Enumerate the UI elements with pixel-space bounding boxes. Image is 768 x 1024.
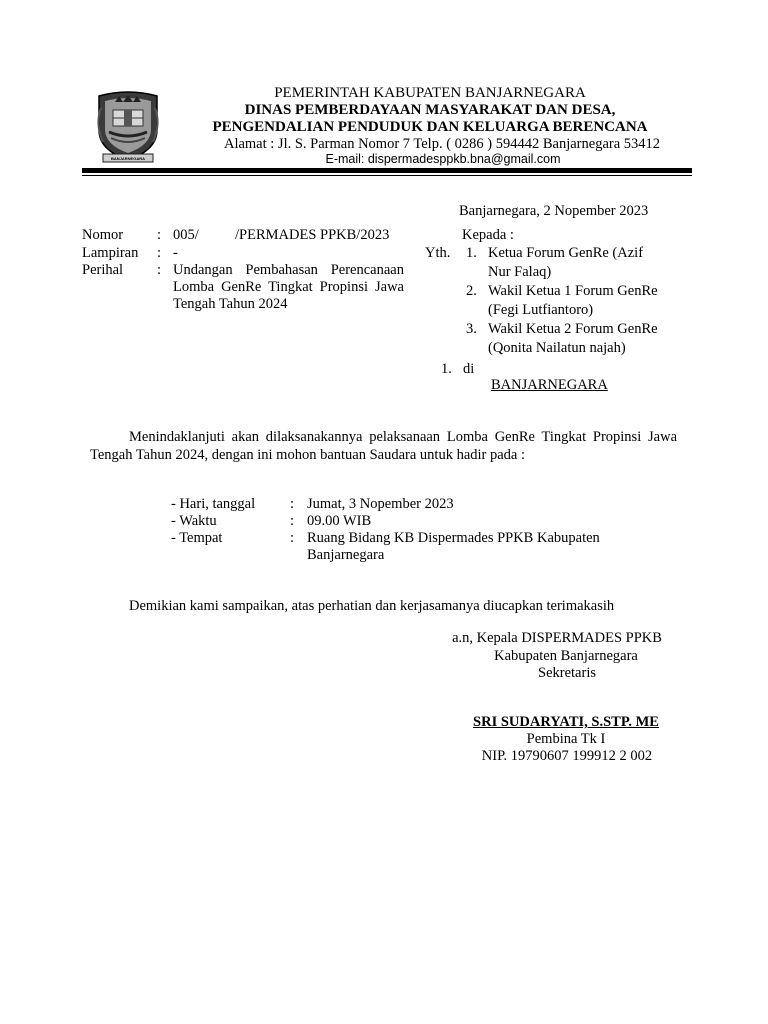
schedule-value: Ruang Bidang KB Dispermades PPKB Kabupaten: [307, 530, 600, 546]
meta-perihal-label: Perihal: [82, 262, 124, 278]
recipient-di-number: 1.: [441, 361, 452, 377]
meta-lampiran-label: Lampiran: [82, 245, 139, 261]
recipient-item-number: 2.: [466, 283, 477, 299]
schedule-colon: :: [290, 513, 295, 529]
logo-banner-text: BANJARNEGARA: [110, 156, 146, 161]
letterhead-government: PEMERINTAH KABUPATEN BANJARNEGARA: [274, 85, 586, 101]
recipient-kepada: Kepada :: [462, 227, 514, 243]
shield-emblem-icon: [93, 88, 163, 164]
recipient-item-line: (Fegi Lutfiantoro): [488, 302, 594, 318]
place-date: Banjarnegara, 2 Nopember 2023: [459, 203, 649, 219]
signature-title-line1: a.n, Kepala DISPERMADES PPKB: [452, 630, 662, 646]
recipient-item-line: (Qonita Nailatun najah): [488, 340, 626, 356]
signatory-name: SRI SUDARYATI, S.STP. ME: [473, 714, 659, 730]
recipient-city: BANJARNEGARA: [491, 377, 608, 393]
recipient-item-line: Nur Falaq): [488, 264, 552, 280]
letterhead-divider-thin: [82, 175, 692, 176]
recipient-item-number: 3.: [466, 321, 477, 337]
schedule-label: - Tempat: [171, 530, 223, 546]
letterhead-divider-thick: [82, 168, 692, 173]
body-paragraph: Menindaklanjuti akan dilaksanakannya pelaksanaan Lomba GenRe Tingkat Propinsi Jawa Tengah Tahun 2024, dengan ini mohon bantuan Saudara untuk hadir pada :: [90, 429, 677, 463]
meta-lampiran-colon: :: [157, 245, 162, 261]
signature-title-line2: Kabupaten Banjarnegara: [494, 648, 638, 664]
schedule-label: - Hari, tanggal: [171, 496, 256, 512]
meta-nomor-value: 005/ /PERMADES PPKB/2023: [173, 227, 390, 243]
schedule-colon: :: [290, 530, 295, 546]
letterhead-email: E-mail: dispermadesppkb.bna@gmail.com: [325, 152, 561, 166]
recipient-item-line: Wakil Ketua 1 Forum GenRe: [488, 283, 658, 299]
meta-lampiran-value: -: [173, 245, 178, 261]
schedule-value: Jumat, 3 Nopember 2023: [307, 496, 454, 512]
meta-perihal-colon: :: [157, 262, 162, 278]
schedule-label: - Waktu: [171, 513, 217, 529]
schedule-value: 09.00 WIB: [307, 513, 372, 529]
meta-nomor-label: Nomor: [82, 227, 124, 243]
letterhead-agency-line1: DINAS PEMBERDAYAAN MASYARAKAT DAN DESA,: [244, 102, 616, 118]
letterhead-address: Alamat : Jl. S. Parman Nomor 7 Telp. ( 0286 ) 594442 Banjarnegara 53412: [223, 136, 661, 152]
closing-sentence: Demikian kami sampaikan, atas perhatian dan kerjasamanya diucapkan terimakasih: [129, 598, 615, 614]
recipient-item-line: Wakil Ketua 2 Forum GenRe: [488, 321, 658, 337]
signature-title-line3: Sekretaris: [538, 665, 596, 681]
meta-perihal-value: Undangan Pembahasan Perencanaan Lomba GenRe Tingkat Propinsi Jawa Tengah Tahun 2024: [173, 262, 404, 312]
recipient-yth: Yth.: [425, 245, 451, 261]
signatory-rank: Pembina Tk I: [526, 731, 606, 747]
coat-of-arms-logo: [93, 88, 163, 164]
letterhead-agency-line2: PENGENDALIAN PENDUDUK DAN KELUARGA BERENCANA: [212, 119, 648, 135]
recipient-item-number: 1.: [466, 245, 477, 261]
schedule-colon: :: [290, 496, 295, 512]
recipient-di: di: [463, 361, 475, 377]
meta-nomor-colon: :: [157, 227, 162, 243]
schedule-value-cont: Banjarnegara: [307, 547, 385, 563]
recipient-item-line: Ketua Forum GenRe (Azif: [488, 245, 644, 261]
signatory-nip: NIP. 19790607 199912 2 002: [481, 748, 653, 764]
